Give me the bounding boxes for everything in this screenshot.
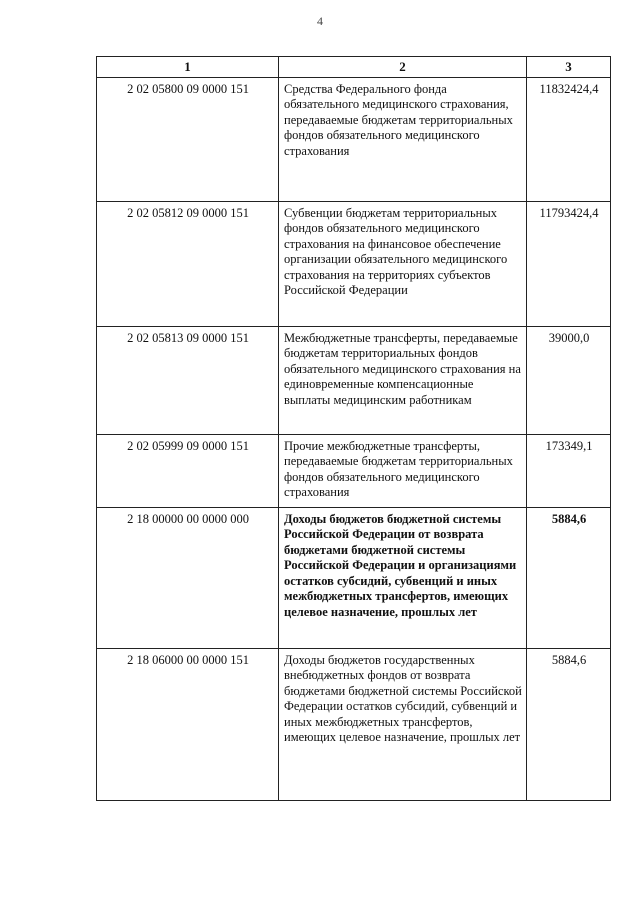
row-code: 2 02 05813 09 0000 151 <box>97 326 279 434</box>
table-row <box>97 434 611 507</box>
column-header-value: 3 <box>527 57 611 78</box>
row-value: 5884,6 <box>527 648 611 800</box>
row-code: 2 02 05999 09 0000 151 <box>97 434 279 507</box>
column-header-code: 1 <box>97 57 279 78</box>
table-header-row <box>97 57 611 78</box>
table-row <box>97 648 611 800</box>
row-value: 11793424,4 <box>527 201 611 326</box>
row-value: 5884,6 <box>527 507 611 648</box>
row-value: 39000,0 <box>527 326 611 434</box>
row-value: 11832424,4 <box>527 77 611 201</box>
column-header-name: 2 <box>279 57 527 78</box>
table-row-total <box>97 507 611 648</box>
row-name: Субвенции бюджетам территориальных фондов обязательного медицинского страхования на финансовое обеспечение организации обязательного медицинского страхования на территориях субъектов Российской Федерации <box>279 201 527 326</box>
row-value: 173349,1 <box>527 434 611 507</box>
table-row <box>97 77 611 201</box>
row-code: 2 02 05812 09 0000 151 <box>97 201 279 326</box>
row-name: Средства Федерального фонда обязательного медицинского страхования, передаваемые бюджетам территориальных фондов обязательного медицинского страхования <box>279 77 527 201</box>
table-row <box>97 201 611 326</box>
row-name: Доходы бюджетов бюджетной системы Российской Федерации от возврата бюджетами бюджетной системы Российской Федерации и организациями остатков субсидий, субвенций и иных межбюджетных трансфертов, имеющих целевое назначение, прошлых лет <box>279 507 527 648</box>
row-name: Межбюджетные трансферты, передаваемые бюджетам территориальных фондов обязательного медицинского страхования на единовременные компенсационные выплаты медицинским работникам <box>279 326 527 434</box>
budget-revenue-table <box>96 56 611 801</box>
row-name: Доходы бюджетов государственных внебюджетных фондов от возврата бюджетами бюджетной системы Российской Федерации остатков субсидий, субвенций и иных межбюджетных трансфертов, имеющих целевое назначение, прошлых лет <box>279 648 527 800</box>
page-number: 4 <box>317 14 323 28</box>
row-name: Прочие межбюджетные трансферты, передаваемые бюджетам территориальных фондов обязательного медицинского страхования <box>279 434 527 507</box>
table-row <box>97 326 611 434</box>
row-code: 2 02 05800 09 0000 151 <box>97 77 279 201</box>
row-code: 2 18 06000 00 0000 151 <box>97 648 279 800</box>
row-code: 2 18 00000 00 0000 000 <box>97 507 279 648</box>
